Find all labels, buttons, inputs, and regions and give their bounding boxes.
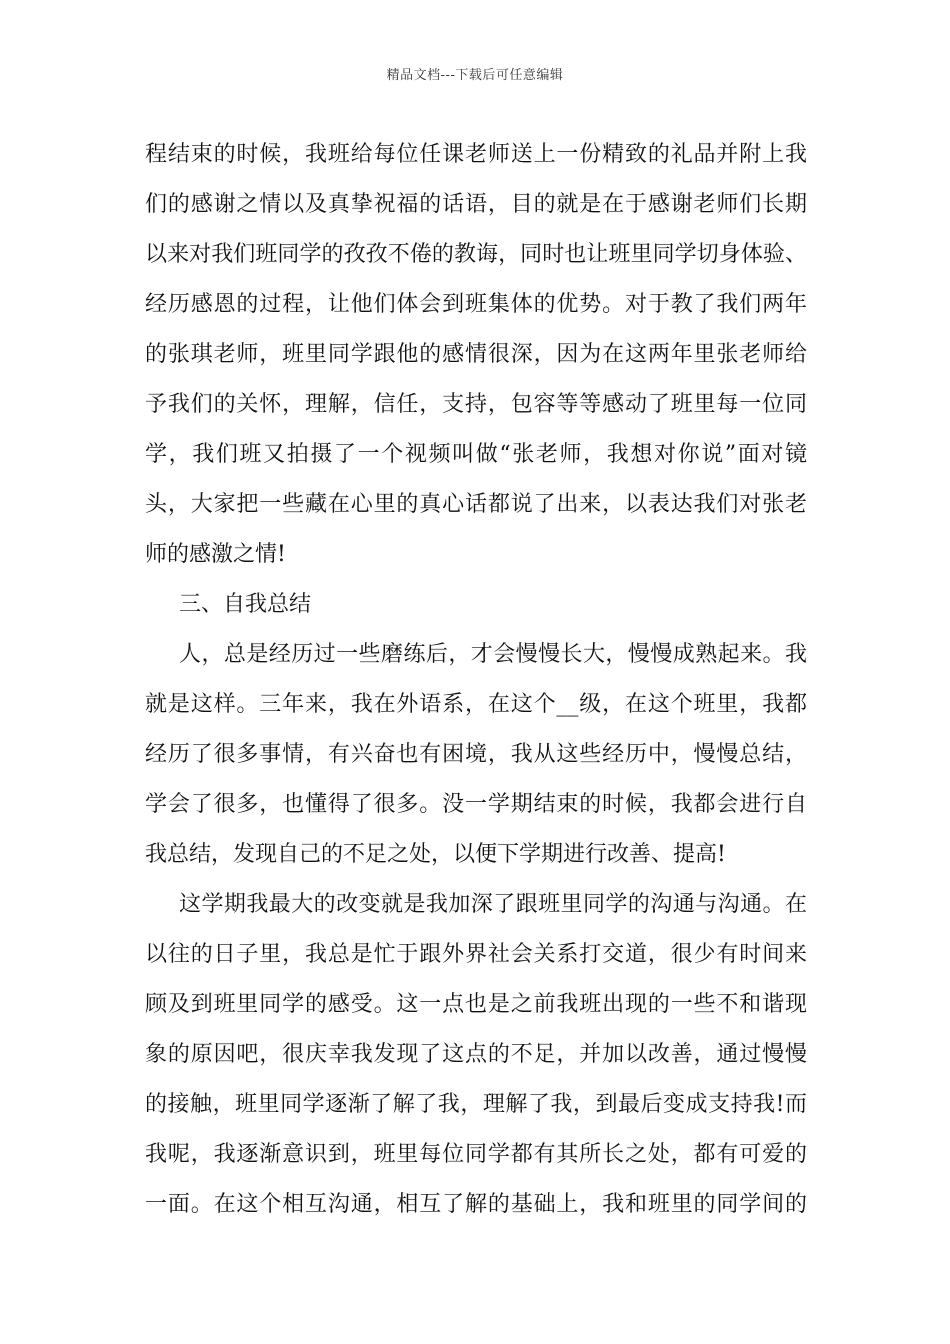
text-line: 师的感激之情! — [145, 542, 286, 567]
text-line: 象的原因吧，很庆幸我发现了这点的不足，并加以改善，通过慢慢 — [145, 1042, 807, 1067]
text-line: 们的感谢之情以及真挚祝福的话语，目的就是在于感谢老师们长期 — [145, 192, 807, 217]
text-line: 学，我们班又拍摄了一个视频叫做“张老师，我想对你说”面对镜 — [145, 442, 807, 467]
text-line: 学会了很多，也懂得了很多。没一学期结束的时候，我都会进行自 — [145, 792, 807, 817]
text-line: 以来对我们班同学的孜孜不倦的教诲，同时也让班里同学切身体验、 — [145, 242, 807, 267]
text-line: 经历了很多事情，有兴奋也有困境，我从这些经历中，慢慢总结， — [145, 742, 807, 767]
text-line: 以往的日子里，我总是忙于跟外界社会关系打交道，很少有时间来 — [145, 942, 807, 967]
page-header: 精品文档---下载后可任意编辑 — [386, 68, 564, 83]
text-line: 程结束的时候，我班给每位任课老师送上一份精致的礼品并附上我 — [145, 142, 807, 167]
text-line: 就是这样。三年来，我在外语系，在这个__级，在这个班里，我都 — [145, 692, 807, 717]
text-line: 头，大家把一些藏在心里的真心话都说了出来，以表达我们对张老 — [145, 492, 807, 517]
text-line: 人，总是经历过一些磨练后，才会慢慢长大，慢慢成熟起来。我 — [179, 642, 807, 667]
text-line: 予我们的关怀，理解，信任，支持，包容等等感动了班里每一位同 — [145, 392, 807, 417]
text-line: 顾及到班里同学的感受。这一点也是之前我班出现的一些不和谐现 — [145, 992, 807, 1017]
text-line: 我呢，我逐渐意识到，班里每位同学都有其所长之处，都有可爱的 — [145, 1142, 807, 1167]
text-line: 经历感恩的过程，让他们体会到班集体的优势。对于教了我们两年 — [145, 292, 807, 317]
text-line: 这学期我最大的改变就是我加深了跟班里同学的沟通与沟通。在 — [179, 892, 807, 917]
text-line: 三、自我总结 — [179, 592, 312, 617]
text-line: 我总结，发现自己的不足之处，以便下学期进行改善、提高! — [145, 842, 726, 867]
text-line: 一面。在这个相互沟通，相互了解的基础上，我和班里的同学间的 — [145, 1192, 807, 1217]
text-line: 的接触，班里同学逐渐了解了我，理解了我，到最后变成支持我!而 — [145, 1092, 807, 1117]
text-line: 的张琪老师，班里同学跟他的感情很深，因为在这两年里张老师给 — [145, 342, 807, 367]
document-body — [145, 130, 807, 1230]
